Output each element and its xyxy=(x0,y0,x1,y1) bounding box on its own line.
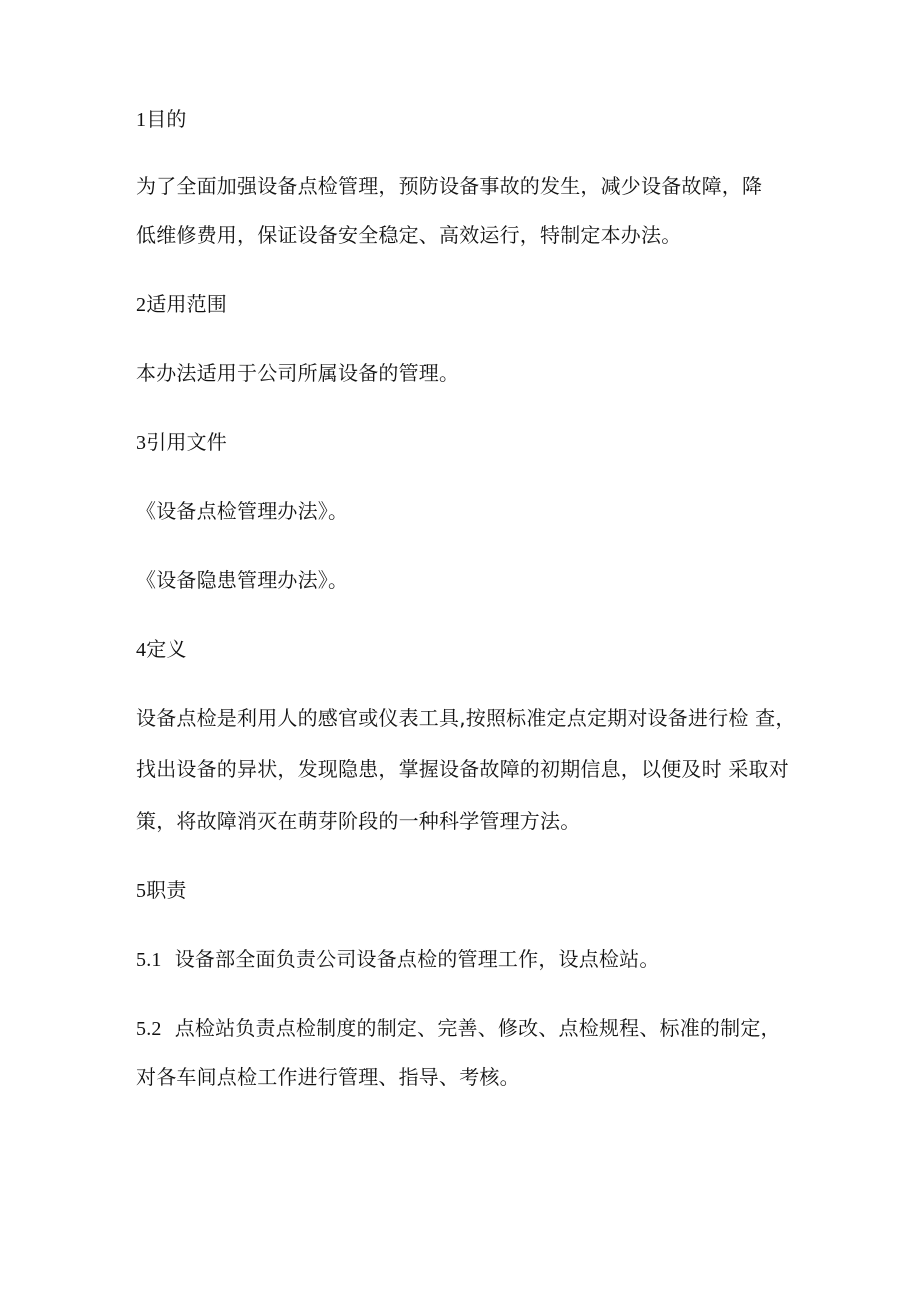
section-heading xyxy=(136,429,227,456)
section-title: 目的 xyxy=(146,107,187,131)
section-title: 职责 xyxy=(146,878,187,902)
paragraph-line: 为了全面加强设备点检管理，预防设备事故的发生，减少设备故障，降 xyxy=(136,174,763,198)
paragraph-line: 设备点检是利用人的感官或仪表工具,按照标准定点定期对设备进行检 查， xyxy=(136,706,796,730)
subsection-item xyxy=(136,946,660,973)
section-title: 适用范围 xyxy=(146,292,228,316)
section-number: 1 xyxy=(136,109,147,131)
section-number: 4 xyxy=(136,639,147,661)
paragraph-line: 对各车间点检工作进行管理、指导、考核。 xyxy=(136,1065,520,1089)
paragraph-line: 低维修费用，保证设备安全稳定、高效运行，特制定本办法。 xyxy=(136,223,682,247)
subsection-number: 5.1 xyxy=(136,949,162,971)
reference-line: 《设备点检管理办法》。 xyxy=(136,499,349,523)
paragraph-line: 本办法适用于公司所属设备的管理。 xyxy=(136,361,460,385)
section-heading xyxy=(136,877,187,904)
section-heading xyxy=(136,636,187,663)
reference-line: 《设备隐患管理办法》。 xyxy=(136,568,349,592)
section-number: 5 xyxy=(136,880,147,902)
section-title: 定义 xyxy=(146,637,187,661)
section-number: 3 xyxy=(136,432,147,454)
subsection-text: 点检站负责点检制度的制定、完善、修改、点检规程、标准的制定， xyxy=(174,1016,781,1040)
paragraph-line: 找出设备的异状，发现隐患，掌握设备故障的初期信息，以便及时 采取对 xyxy=(136,757,789,781)
subsection-text: 设备部全面负责公司设备点检的管理工作，设点检站。 xyxy=(174,947,660,971)
section-heading xyxy=(136,291,227,318)
section-number: 2 xyxy=(136,294,147,316)
subsection-item xyxy=(136,1015,781,1042)
paragraph-line: 策，将故障消灭在萌芽阶段的一种科学管理方法。 xyxy=(136,809,581,833)
section-heading xyxy=(136,106,187,133)
subsection-number: 5.2 xyxy=(136,1018,162,1040)
section-title: 引用文件 xyxy=(146,430,228,454)
